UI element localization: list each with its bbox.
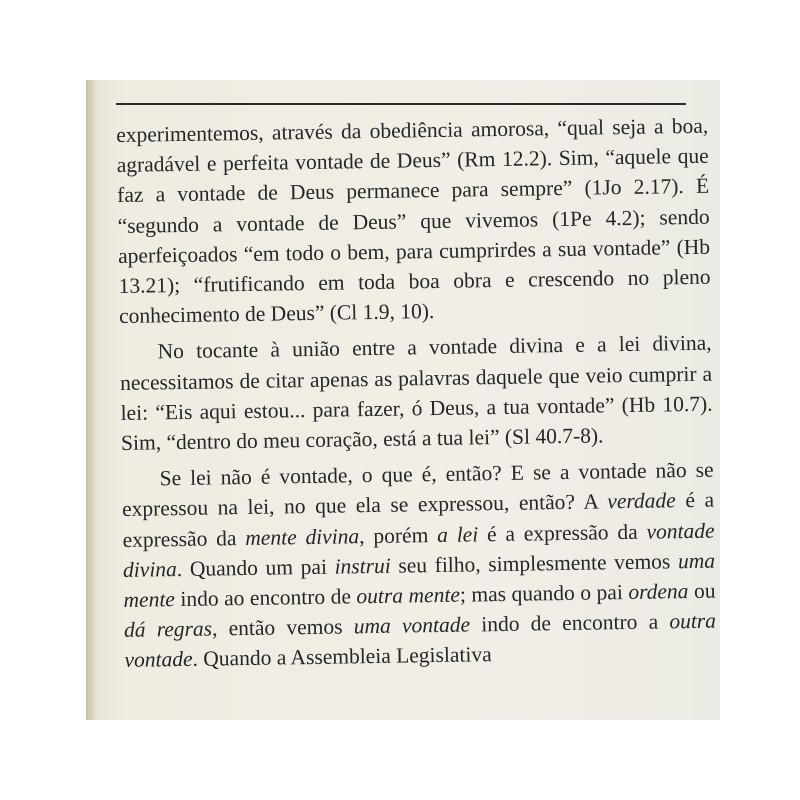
italic-text: uma vontade — [353, 612, 471, 639]
text-run: indo ao encontro de — [174, 584, 357, 612]
text-run: ; mas quando o pai — [459, 580, 629, 607]
paragraph — [116, 111, 711, 332]
text-run: seu filho, simplesmente vemos — [390, 549, 679, 578]
text-run: No tocante à união entre a vontade divina e a lei divina, necessitamos de citar apenas as palavras daquele que veio cumprir a lei: “Eis aqui estou... para fazer, ó Deus, a tua vontade” (Hb 10.7). Sim, “dentro do meu coração, está a tua lei” (Sl 40.7-8). — [119, 331, 713, 455]
book-page — [86, 80, 720, 720]
italic-text: ordena — [628, 579, 689, 605]
italic-text: a lei — [436, 522, 479, 547]
text-run: , porém — [358, 522, 438, 548]
body-text — [116, 111, 717, 676]
text-run: , então vemos — [211, 614, 354, 641]
text-run: ou — [688, 578, 716, 604]
italic-text: uma mente — [123, 548, 716, 612]
text-run: é a expressão da — [478, 519, 647, 547]
text-run: é a expressão da — [122, 488, 715, 552]
paragraph — [121, 455, 716, 676]
text-run: . Quando a Assembleia Legislativa — [192, 642, 492, 672]
italic-text: dá regras — [123, 616, 213, 643]
italic-text: vontade divina — [122, 518, 715, 582]
italic-text: outra mente — [356, 582, 461, 609]
italic-text: mente divina — [245, 523, 360, 550]
italic-text: instrui — [334, 553, 391, 579]
italic-text: verdade — [607, 488, 676, 514]
text-run: indo de encontro a — [469, 609, 670, 637]
page-gutter-edge — [86, 80, 94, 720]
text-run: Se lei não é vontade, o que é, então? E se a vontade não se expressou na lei, no que ela se expressou, então? A — [121, 457, 714, 522]
header-rule — [116, 103, 686, 105]
text-run: . Quando um pai — [176, 554, 335, 581]
text-run: experimentemos, através da obediência amorosa, “qual seja a boa, agradável e perfeita vontade de Deus” (Rm 12.2). Sim, “aquele que faz a vontade de Deus permanece para sempre” (1Jo 2.17). É “segundo a vontade de Deus” que vivemos (1Pe 4.2); sendo aperfeiçoados “em todo o bem, para cumprirdes a sua vontade” (Hb 13.21); “frutificando em toda boa obra e crescendo no pleno conhecimento de Deus” (Cl 1.9, 10). — [116, 113, 711, 329]
italic-text: outra vontade — [124, 608, 717, 673]
paragraph — [119, 328, 713, 458]
